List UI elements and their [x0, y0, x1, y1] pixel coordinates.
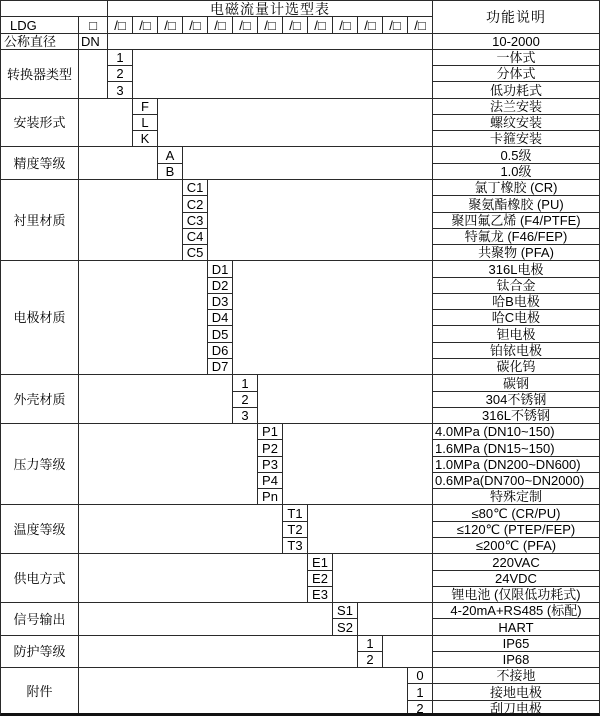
- desc-cell: 分体式: [432, 65, 600, 82]
- code-cell: 2: [407, 700, 433, 716]
- spacer-cell: [78, 260, 208, 375]
- code-cell: T3: [282, 537, 308, 554]
- code-cell: B: [157, 163, 183, 180]
- desc-cell: 聚四氟乙烯 (F4/PTFE): [432, 212, 600, 229]
- code-cell: C3: [182, 212, 208, 229]
- code-cell: D5: [207, 325, 233, 343]
- category-label: 温度等级: [0, 504, 79, 554]
- desc-cell: 哈B电极: [432, 293, 600, 310]
- code-cell: P4: [257, 472, 283, 489]
- desc-cell: ≤80℃ (CR/PU): [432, 504, 600, 522]
- spacer-cell: [78, 667, 408, 716]
- desc-cell: 1.0MPa (DN200~DN600): [432, 456, 600, 473]
- code-slot: /□: [182, 16, 208, 34]
- function-header: 功能说明: [432, 0, 600, 34]
- desc-cell: 钛合金: [432, 277, 600, 294]
- desc-cell: 碳钢: [432, 374, 600, 392]
- spacer-cell: [78, 423, 258, 505]
- spacer-cell: [78, 49, 108, 99]
- spacer-cell: [207, 179, 433, 261]
- category-label: 电极材质: [0, 260, 79, 375]
- code-cell: D4: [207, 309, 233, 326]
- code-cell: T1: [282, 504, 308, 522]
- desc-cell: 220VAC: [432, 553, 600, 571]
- desc-cell: 钽电极: [432, 325, 600, 343]
- desc-cell: 特氟龙 (F46/FEP): [432, 228, 600, 245]
- spacer-cell: [107, 33, 433, 50]
- spacer-cell: [78, 504, 283, 554]
- spacer-cell: [257, 374, 433, 424]
- code-cell: C1: [182, 179, 208, 196]
- code-cell: 1: [107, 49, 133, 66]
- code-cell: F: [132, 98, 158, 115]
- desc-cell: IP65: [432, 635, 600, 652]
- desc-cell: 低功耗式: [432, 81, 600, 99]
- desc-cell: 0.6MPa(DN700~DN2000): [432, 472, 600, 489]
- spacer-cell: [157, 98, 433, 147]
- spacer-cell: [78, 374, 233, 424]
- code-slot: /□: [357, 16, 383, 34]
- code-cell: E2: [307, 570, 333, 587]
- code-cell: 3: [232, 407, 258, 424]
- category-label: 转换器类型: [0, 49, 79, 99]
- desc-cell: 1.6MPa (DN15~150): [432, 439, 600, 457]
- category-label: 安装形式: [0, 98, 79, 147]
- spacer-cell: [307, 504, 433, 554]
- code-cell: K: [132, 130, 158, 147]
- code-cell: 0: [407, 667, 433, 684]
- desc-cell: 1.0级: [432, 163, 600, 180]
- code-cell: L: [132, 114, 158, 131]
- desc-cell: ≤200℃ (PFA): [432, 537, 600, 554]
- desc-cell: 聚氨酯橡胶 (PU): [432, 195, 600, 213]
- desc-cell: 法兰安装: [432, 98, 600, 115]
- desc-cell: 碳化钨: [432, 358, 600, 375]
- code-cell: 2: [107, 65, 133, 82]
- code-cell: E1: [307, 553, 333, 571]
- desc-cell: 特殊定制: [432, 488, 600, 505]
- code-cell: P3: [257, 456, 283, 473]
- spacer-cell: [78, 98, 133, 147]
- code-slot: /□: [257, 16, 283, 34]
- spacer-cell: [332, 553, 433, 603]
- code-cell: C5: [182, 244, 208, 261]
- title-left-spacer: [0, 0, 108, 17]
- code-slot: /□: [382, 16, 408, 34]
- code-cell: D7: [207, 358, 233, 375]
- code-slot: /□: [407, 16, 433, 34]
- table-title: 电磁流量计选型表: [107, 0, 433, 17]
- desc-cell: 316L电极: [432, 260, 600, 278]
- spacer-cell: [182, 146, 433, 180]
- diameter-code: DN: [78, 33, 108, 50]
- spacer-cell: [382, 635, 433, 668]
- code-cell: C2: [182, 195, 208, 213]
- code-slot: /□: [332, 16, 358, 34]
- category-label: 外壳材质: [0, 374, 79, 424]
- category-label: 防护等级: [0, 635, 79, 668]
- code-slot: /□: [282, 16, 308, 34]
- code-cell: D2: [207, 277, 233, 294]
- code-cell: D3: [207, 293, 233, 310]
- code-cell: 1: [357, 635, 383, 652]
- desc-cell: 螺纹安装: [432, 114, 600, 131]
- desc-cell: IP68: [432, 651, 600, 668]
- desc-cell: 哈C电极: [432, 309, 600, 326]
- desc-cell: 刮刀电极: [432, 700, 600, 716]
- spacer-cell: [78, 553, 308, 603]
- code-slot: /□: [107, 16, 133, 34]
- code-cell: 2: [357, 651, 383, 668]
- code-cell: P2: [257, 439, 283, 457]
- code-slot: /□: [307, 16, 333, 34]
- desc-cell: 氯丁橡胶 (CR): [432, 179, 600, 196]
- model-prefix: LDG: [0, 16, 79, 34]
- desc-cell: 卡箍安装: [432, 130, 600, 147]
- desc-cell: 共聚物 (PFA): [432, 244, 600, 261]
- category-label: 供电方式: [0, 553, 79, 603]
- category-label: 衬里材质: [0, 179, 79, 261]
- desc-cell: ≤120℃ (PTEP/FEP): [432, 521, 600, 538]
- spacer-cell: [78, 602, 333, 636]
- spacer-cell: [78, 179, 183, 261]
- desc-cell: 304不锈钢: [432, 391, 600, 408]
- category-label: 压力等级: [0, 423, 79, 505]
- code-cell: Pn: [257, 488, 283, 505]
- code-cell: 3: [107, 81, 133, 99]
- base-code-slot: □: [78, 16, 108, 34]
- spacer-cell: [78, 146, 158, 180]
- desc-cell: 24VDC: [432, 570, 600, 587]
- spacer-cell: [78, 635, 358, 668]
- desc-cell: 不接地: [432, 667, 600, 684]
- desc-cell: 铂铱电极: [432, 342, 600, 359]
- code-cell: 1: [407, 683, 433, 701]
- spacer-cell: [357, 602, 433, 636]
- code-cell: C4: [182, 228, 208, 245]
- desc-cell: 锂电池 (仅限低功耗式): [432, 586, 600, 603]
- spacer-cell: [232, 260, 433, 375]
- code-slot: /□: [132, 16, 158, 34]
- spacer-cell: [132, 49, 433, 99]
- code-cell: S1: [332, 602, 358, 619]
- code-cell: D6: [207, 342, 233, 359]
- category-label-diameter: 公称直径: [0, 33, 79, 50]
- desc-cell: 4.0MPa (DN10~150): [432, 423, 600, 440]
- desc-cell: 接地电极: [432, 683, 600, 701]
- desc-cell: 10-2000: [432, 33, 600, 50]
- code-cell: S2: [332, 618, 358, 636]
- category-label: 信号输出: [0, 602, 79, 636]
- code-cell: 2: [232, 391, 258, 408]
- desc-cell: 0.5级: [432, 146, 600, 164]
- category-label: 附件: [0, 667, 79, 716]
- category-label: 精度等级: [0, 146, 79, 180]
- desc-cell: 一体式: [432, 49, 600, 66]
- code-cell: D1: [207, 260, 233, 278]
- code-slot: /□: [157, 16, 183, 34]
- code-cell: P1: [257, 423, 283, 440]
- spacer-cell: [282, 423, 433, 505]
- code-cell: E3: [307, 586, 333, 603]
- desc-cell: HART: [432, 618, 600, 636]
- code-cell: A: [157, 146, 183, 164]
- desc-cell: 316L不锈钢: [432, 407, 600, 424]
- code-slot: /□: [232, 16, 258, 34]
- desc-cell: 4-20mA+RS485 (标配): [432, 602, 600, 619]
- code-slot: /□: [207, 16, 233, 34]
- code-cell: T2: [282, 521, 308, 538]
- code-cell: 1: [232, 374, 258, 392]
